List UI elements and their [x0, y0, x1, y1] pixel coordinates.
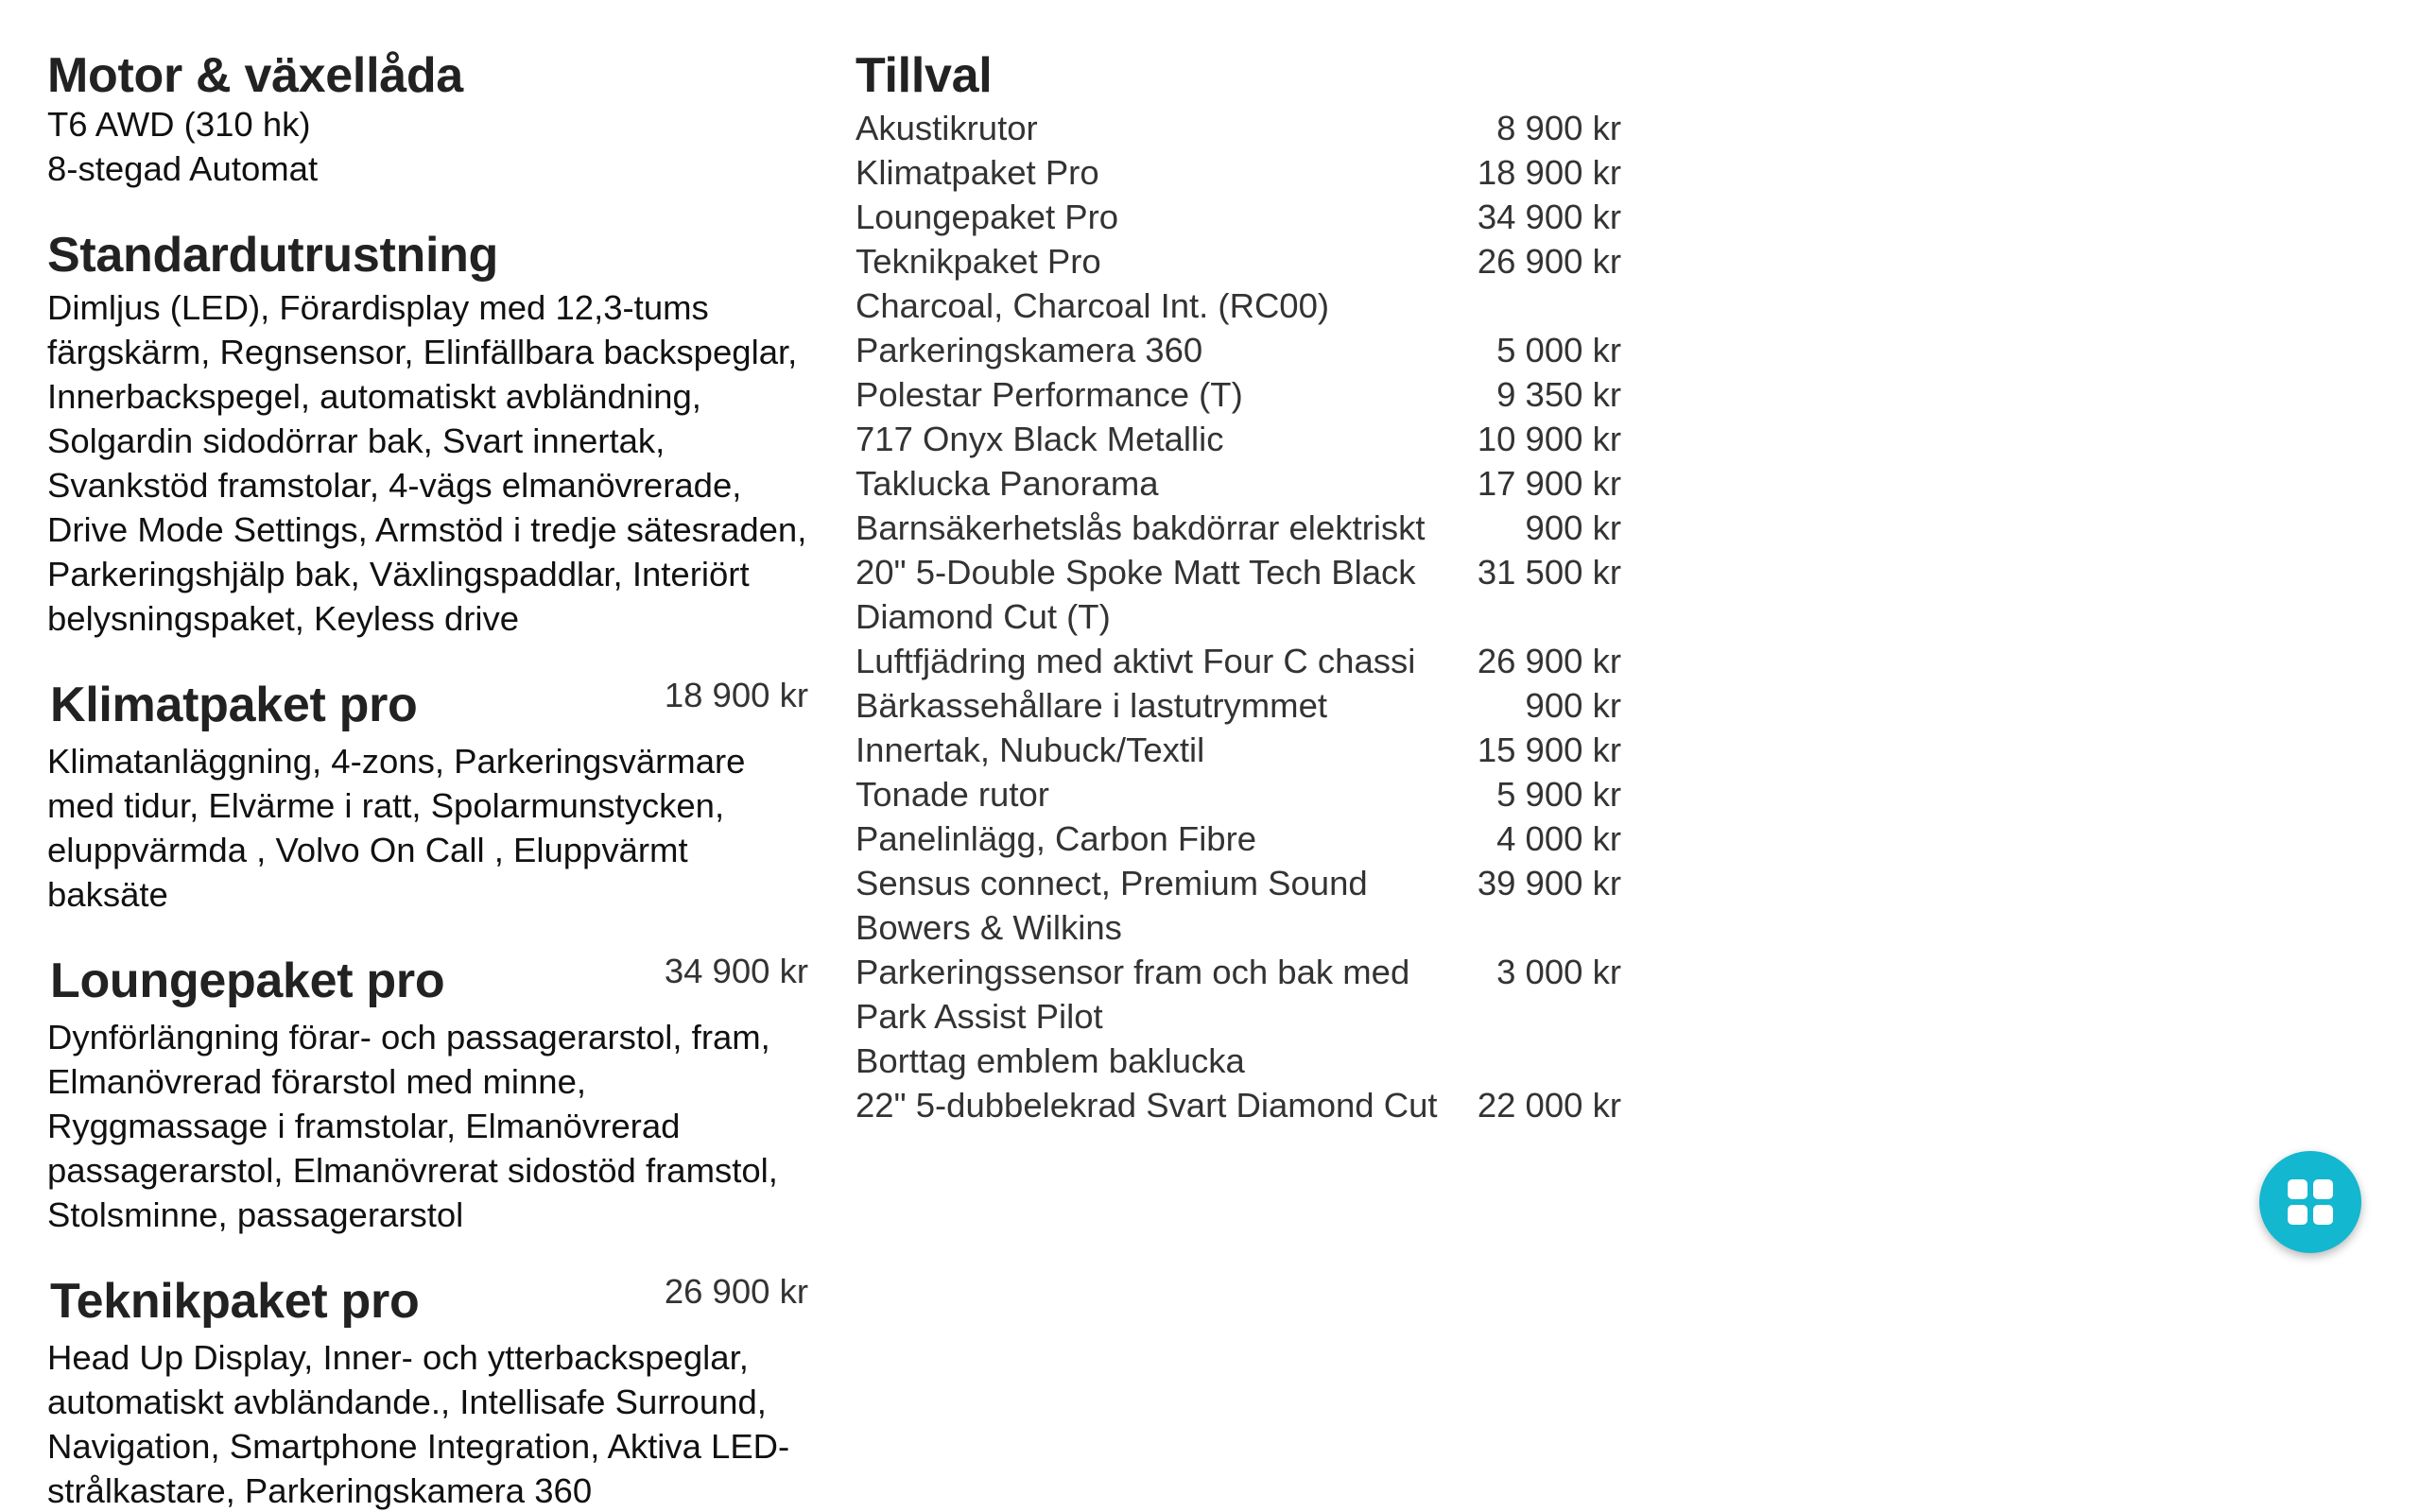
option-row — [856, 417, 1621, 461]
option-price: 26 900 kr — [1477, 242, 1621, 281]
option-row — [856, 1039, 1621, 1083]
engine-section — [47, 49, 808, 191]
option-name: Parkeringskamera 360 — [856, 331, 1203, 369]
option-row — [856, 195, 1621, 239]
standard-section — [47, 229, 808, 641]
package-title: Loungepaket pro — [50, 954, 445, 1008]
option-row — [856, 106, 1621, 150]
package-text: Dynförlängning förar- och passagerarstol, fram, Elmanövrerad förarstol med minne, Ryggmassage i framstolar, Elmanövrerad passagerarstol, Elmanövrerat sidostöd framstol, Stolsminne, passagerarstol — [47, 1018, 778, 1234]
option-row — [856, 728, 1621, 772]
left-column — [47, 49, 808, 1512]
option-price: 17 900 kr — [1477, 464, 1621, 503]
option-price: 22 000 kr — [1477, 1086, 1621, 1125]
option-name: Panelinlägg, Carbon Fibre — [856, 819, 1257, 858]
option-name: Sensus connect, Premium Sound Bowers & Wilkins — [856, 864, 1368, 947]
option-row — [856, 861, 1621, 950]
apps-fab-button[interactable] — [2259, 1151, 2361, 1253]
option-name: Polestar Performance (T) — [856, 375, 1243, 414]
package-price: 26 900 kr — [664, 1272, 808, 1311]
option-row — [856, 461, 1621, 506]
option-price: 3 000 kr — [1496, 953, 1621, 991]
option-row — [856, 506, 1621, 550]
option-price: 9 350 kr — [1496, 375, 1621, 414]
right-column — [856, 49, 1621, 1127]
option-name: 22" 5-dubbelekrad Svart Diamond Cut — [856, 1086, 1438, 1125]
option-name: 717 Onyx Black Metallic — [856, 420, 1224, 458]
option-row — [856, 950, 1621, 1039]
option-name: Tonade rutor — [856, 775, 1049, 814]
standard-title: Standardutrustning — [47, 228, 499, 283]
package-header — [47, 1272, 808, 1329]
option-row — [856, 328, 1621, 372]
package-price: 34 900 kr — [664, 952, 808, 990]
option-row — [856, 284, 1621, 328]
option-name: Luftfjädring med aktivt Four C chassi — [856, 642, 1416, 680]
option-price: 5 000 kr — [1496, 331, 1621, 369]
option-row — [856, 372, 1621, 417]
package-price: 18 900 kr — [664, 676, 808, 714]
package-klimat — [47, 676, 808, 917]
option-price: 5 900 kr — [1496, 775, 1621, 814]
option-name: Loungepaket Pro — [856, 198, 1119, 236]
package-title: Teknikpaket pro — [50, 1274, 420, 1329]
option-row — [856, 639, 1621, 683]
engine-title: Motor & växellåda — [47, 48, 463, 103]
package-header — [47, 954, 808, 1007]
package-lounge — [47, 954, 808, 1237]
option-row — [856, 239, 1621, 284]
option-price: 900 kr — [1525, 508, 1621, 547]
option-name: Innertak, Nubuck/Textil — [856, 730, 1205, 769]
option-name: Borttag emblem baklucka — [856, 1041, 1245, 1080]
option-name: Barnsäkerhetslås bakdörrar elektriskt — [856, 508, 1426, 547]
engine-line: 8-stegad Automat — [47, 149, 319, 188]
engine-line: T6 AWD (310 hk) — [47, 105, 311, 144]
package-text: Head Up Display, Inner- och ytterbackspeglar, automatiskt avbländande., Intellisafe Surround, Navigation, Smartphone Integration, Aktiva LED-strålkastare, Parkeringskamera 360 — [47, 1338, 790, 1510]
options-title: Tillval — [856, 48, 993, 103]
option-price: 10 900 kr — [1477, 420, 1621, 458]
option-name: Teknikpaket Pro — [856, 242, 1101, 281]
option-price: 900 kr — [1525, 686, 1621, 725]
package-teknik — [47, 1272, 808, 1512]
option-name: Akustikrutor — [856, 109, 1038, 147]
option-name: Bärkassehållare i lastutrymmet — [856, 686, 1328, 725]
package-text: Klimatanläggning, 4-zons, Parkeringsvärmare med tidur, Elvärme i ratt, Spolarmunstycken, eluppvärmda , Volvo On Call , Eluppvärmt baksäte — [47, 742, 746, 914]
option-price: 15 900 kr — [1477, 730, 1621, 769]
option-row — [856, 150, 1621, 195]
standard-text: Dimljus (LED), Förardisplay med 12,3-tums färgskärm, Regnsensor, Elinfällbara backspeglar, Innerbackspegel, automatiskt avbländning, Solgardin sidodörrar bak, Svart innertak, Svankstöd framstolar, 4-vägs elmanövrerade, Drive Mode Settings, Armstöd i tredje sätesraden, Parkeringshjälp bak, Växlingspaddlar, Interiört belysningspaket, Keyless drive — [47, 288, 807, 638]
option-price: 8 900 kr — [1496, 109, 1621, 147]
option-name: Taklucka Panorama — [856, 464, 1159, 503]
option-price: 4 000 kr — [1496, 819, 1621, 858]
option-price: 31 500 kr — [1477, 553, 1621, 592]
option-row — [856, 1083, 1621, 1127]
option-name: 20" 5-Double Spoke Matt Tech Black Diamond Cut (T) — [856, 553, 1416, 636]
option-price: 18 900 kr — [1477, 153, 1621, 192]
option-row — [856, 683, 1621, 728]
option-row — [856, 772, 1621, 816]
option-price: 39 900 kr — [1477, 864, 1621, 902]
option-name: Parkeringssensor fram och bak med Park Assist Pilot — [856, 953, 1410, 1036]
option-row — [856, 550, 1621, 639]
option-price: 34 900 kr — [1477, 198, 1621, 236]
grid-icon — [2288, 1179, 2333, 1225]
package-title: Klimatpaket pro — [50, 678, 418, 732]
options-list — [856, 106, 1621, 1127]
option-price: 26 900 kr — [1477, 642, 1621, 680]
package-header — [47, 676, 808, 732]
option-name: Charcoal, Charcoal Int. (RC00) — [856, 286, 1330, 325]
option-name: Klimatpaket Pro — [856, 153, 1099, 192]
option-row — [856, 816, 1621, 861]
